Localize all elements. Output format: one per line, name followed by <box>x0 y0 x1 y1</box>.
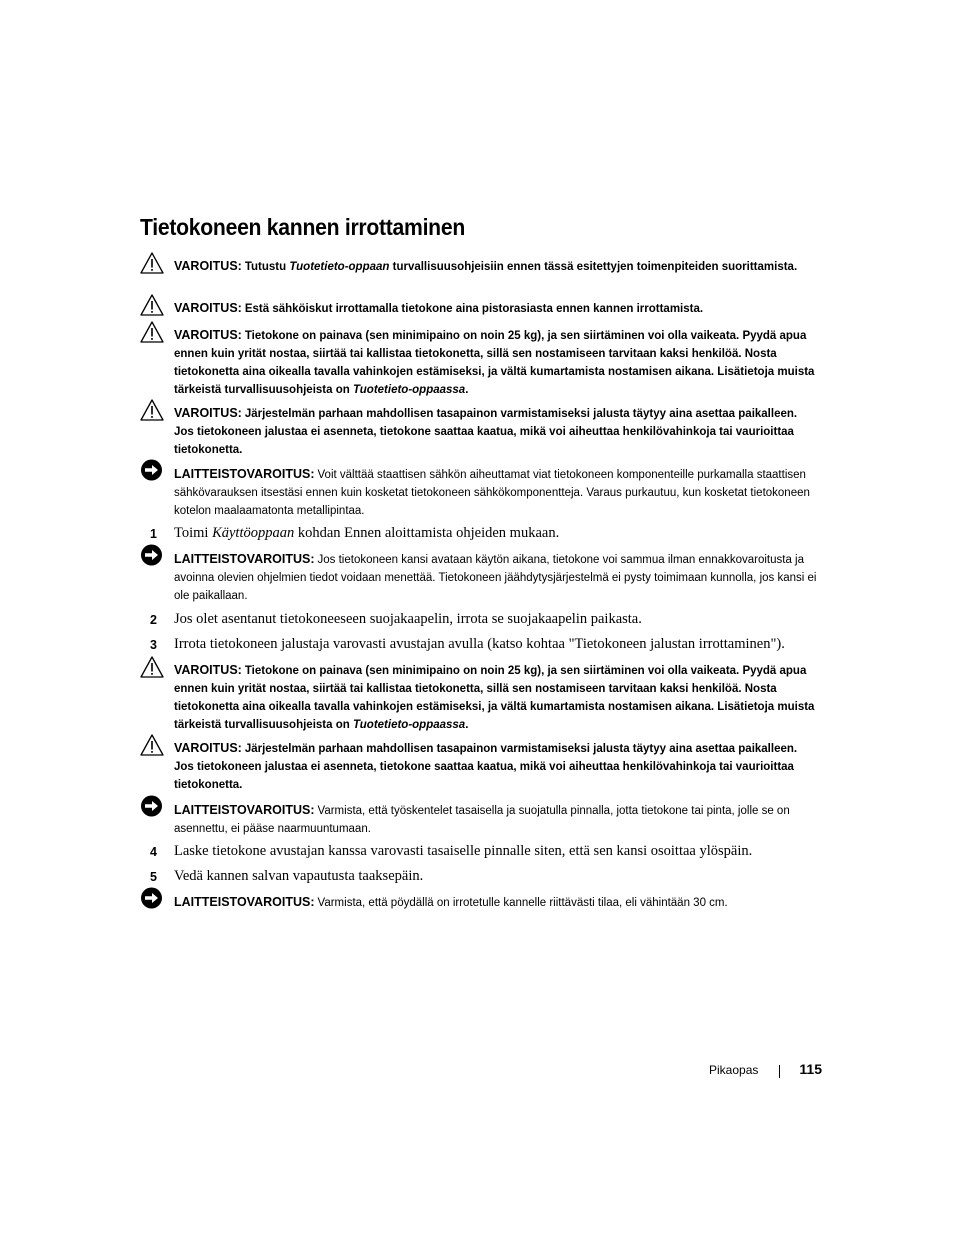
notice-label: LAITTEISTOVAROITUS: <box>174 552 315 566</box>
notice-text: LAITTEISTOVAROITUS: Varmista, että pöydällä on irrotetulle kannelle riittävästi tilaa, eli vähintään 30 cm. <box>174 895 728 909</box>
warning-text: VAROITUS: Tietokone on painava (sen minimipaino on noin 25 kg), ja sen siirtäminen voi olla vaikeata. Pyydä apua ennen kuin yrität nostaa, siirtää tai kallistaa tietokonetta, sillä sen nostamiseen tarvitaan kaksi henkilöä. Nosta tietokonetta aina oikealla tavalla vahinkojen estämiseksi, ja vältä kumartamista nostamisen aikana. Lisätietoja muista tärkeistä turvallisuusohjeista on Tuotetieto-oppaassa. <box>174 663 815 731</box>
warning-label: VAROITUS: <box>174 406 242 420</box>
notice-arrow-icon <box>140 887 164 911</box>
footer-label: Pikaopas <box>709 1063 759 1077</box>
warning-label: VAROITUS: <box>174 741 242 755</box>
notice-label: LAITTEISTOVAROITUS: <box>174 803 315 817</box>
warning-triangle-icon <box>140 655 164 679</box>
notice-arrow-icon <box>140 544 164 568</box>
warning-label: VAROITUS: <box>174 259 242 273</box>
warning-text: VAROITUS: Tietokone on painava (sen minimipaino on noin 25 kg), ja sen siirtäminen voi olla vaikeata. Pyydä apua ennen kuin yrität nostaa, siirtää tai kallistaa tietokonetta, sillä sen nostamiseen tarvitaan kaksi henkilöä. Nosta tietokonetta aina oikealla tavalla vahinkojen estämiseksi, ja vältä kumartamista nostamisen aikana. Lisätietoja muista tärkeistä turvallisuusohjeista on Tuotetieto-oppaassa. <box>174 328 815 396</box>
notice-label: LAITTEISTOVAROITUS: <box>174 895 315 909</box>
warning-text: VAROITUS: Järjestelmän parhaan mahdollisen tasapainon varmistamiseksi jalusta täytyy aina asettaa paikalleen. Jos tietokoneen jalustaa ei asenneta, tietokone saattaa kaatua, mikä voi aiheuttaa henkilövahinkoja tai vaurioittaa tietokonetta. <box>174 741 798 791</box>
notice-text: LAITTEISTOVAROITUS: Voit välttää staattisen sähkön aiheuttamat viat tietokoneen komponenteille purkamalla staattisen sähkövarauksen itsestäsi ennen kuin kosketat tietokoneen sähkökomponentteja. Varaus purkautuu, kun kosketat tietokoneen kotelon maalaamatonta metallipintaa. <box>174 467 810 517</box>
page-title: Tietokoneen kannen irrottaminen <box>140 214 465 240</box>
warning-triangle-icon <box>140 251 164 275</box>
notice-arrow-icon <box>140 795 164 819</box>
warning-triangle-icon <box>140 293 164 317</box>
warning-label: VAROITUS: <box>174 301 242 315</box>
warning-triangle-icon <box>140 398 164 422</box>
notice-text: LAITTEISTOVAROITUS: Varmista, että työskentelet tasaisella ja suojatulla pinnalla, jotta tietokone tai pinta, jolle se on asennettu, ei pääse naarmuuntumaan. <box>174 803 790 835</box>
notice-label: LAITTEISTOVAROITUS: <box>174 467 315 481</box>
page-footer <box>700 1061 822 1079</box>
warning-text: VAROITUS: Tutustu Tuotetieto-oppaan turvallisuusohjeisiin ennen tässä esitettyjen toimenpiteiden suorittamista. <box>174 259 798 273</box>
warning-label: VAROITUS: <box>174 663 242 677</box>
footer-divider <box>779 1065 780 1078</box>
page-number: 115 <box>799 1061 822 1077</box>
warning-text: VAROITUS: Estä sähköiskut irrottamalla tietokone aina pistorasiasta ennen kannen irrottamista. <box>174 301 704 315</box>
warning-triangle-icon <box>140 733 164 757</box>
warning-label: VAROITUS: <box>174 328 242 342</box>
notice-arrow-icon <box>140 459 164 483</box>
warning-text: VAROITUS: Järjestelmän parhaan mahdollisen tasapainon varmistamiseksi jalusta täytyy aina asettaa paikalleen. Jos tietokoneen jalustaa ei asenneta, tietokone saattaa kaatua, mikä voi aiheuttaa henkilövahinkoja tai vaurioittaa tietokonetta. <box>174 406 798 456</box>
notice-text: LAITTEISTOVAROITUS: Jos tietokoneen kansi avataan käytön aikana, tietokone voi sammua ilman ennakkovaroitusta ja avoinna olevien ohjelmien tiedot voidaan menettää. Tietokoneen jäähdytysjärjestelmä ei pysty toimimaan kunnolla, jos kansi ei ole paikallaan. <box>174 552 817 602</box>
warning-triangle-icon <box>140 320 164 344</box>
